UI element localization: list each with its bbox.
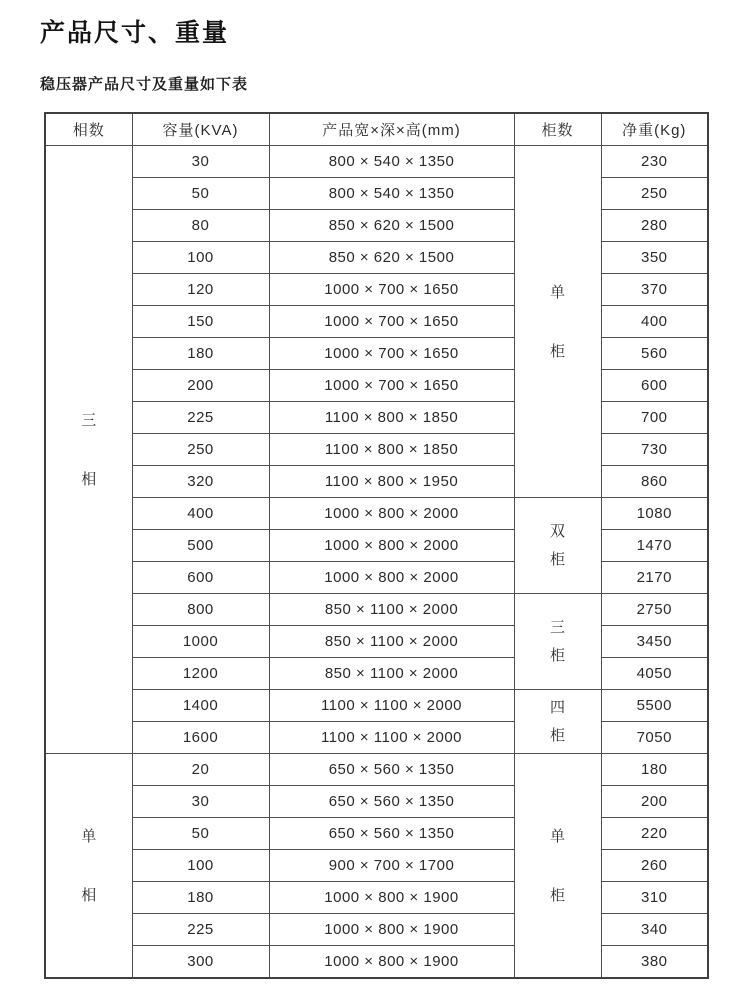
table-row [45,146,708,178]
weight-cell: 4050 [601,658,708,690]
dimensions-cell: 650 × 560 × 1350 [269,786,514,818]
table-row [45,306,708,338]
table-row [45,178,708,210]
table-row [45,658,708,690]
dimensions-cell: 1000 × 700 × 1650 [269,338,514,370]
capacity-cell: 120 [132,274,269,306]
capacity-cell: 100 [132,242,269,274]
capacity-cell: 180 [132,882,269,914]
capacity-cell: 250 [132,434,269,466]
cabinet-label: 四 柜 [549,699,565,745]
table-row [45,722,708,754]
table-row [45,914,708,946]
dimensions-cell: 1000 × 700 × 1650 [269,306,514,338]
dimensions-cell: 1000 × 800 × 2000 [269,530,514,562]
cabinet-label: 单 柜 [549,827,565,904]
table-row [45,338,708,370]
capacity-cell: 1600 [132,722,269,754]
capacity-cell: 300 [132,946,269,979]
cabinet-cell-single [514,754,601,979]
cabinet-label: 单 柜 [549,283,565,360]
dimensions-cell: 850 × 1100 × 2000 [269,658,514,690]
weight-cell: 260 [601,850,708,882]
weight-cell: 200 [601,786,708,818]
header-net-weight: 净重(Kg) [601,113,708,146]
weight-cell: 2170 [601,562,708,594]
table-header-row [45,113,708,146]
weight-cell: 280 [601,210,708,242]
header-capacity: 容量(KVA) [132,113,269,146]
dimensions-cell: 800 × 540 × 1350 [269,146,514,178]
weight-cell: 1080 [601,498,708,530]
phase-label: 三 相 [81,411,97,488]
capacity-cell: 80 [132,210,269,242]
cabinet-cell-quad [514,690,601,754]
capacity-cell: 225 [132,402,269,434]
table-row [45,370,708,402]
weight-cell: 180 [601,754,708,786]
weight-cell: 700 [601,402,708,434]
capacity-cell: 180 [132,338,269,370]
table-row [45,882,708,914]
weight-cell: 7050 [601,722,708,754]
weight-cell: 860 [601,466,708,498]
weight-cell: 1470 [601,530,708,562]
weight-cell: 350 [601,242,708,274]
dimensions-cell: 1100 × 800 × 1950 [269,466,514,498]
phase-label: 单 相 [81,827,97,904]
weight-cell: 400 [601,306,708,338]
table-row [45,786,708,818]
dimensions-cell: 1100 × 1100 × 2000 [269,722,514,754]
capacity-cell: 225 [132,914,269,946]
table-row [45,242,708,274]
dimensions-cell: 1100 × 800 × 1850 [269,402,514,434]
table-row [45,818,708,850]
page-subtitle: 稳压器产品尺寸及重量如下表 [40,76,249,94]
table-row [45,466,708,498]
weight-cell: 380 [601,946,708,979]
weight-cell: 220 [601,818,708,850]
weight-cell: 5500 [601,690,708,722]
table-row [45,754,708,786]
capacity-cell: 50 [132,178,269,210]
table-row [45,626,708,658]
table-row [45,850,708,882]
cabinet-cell-single [514,146,601,498]
capacity-cell: 1000 [132,626,269,658]
weight-cell: 250 [601,178,708,210]
capacity-cell: 500 [132,530,269,562]
page-title: 产品尺寸、重量 [40,19,230,47]
capacity-cell: 30 [132,786,269,818]
cabinet-cell-double [514,498,601,594]
weight-cell: 370 [601,274,708,306]
table-row [45,210,708,242]
capacity-cell: 100 [132,850,269,882]
capacity-cell: 20 [132,754,269,786]
phase-cell-single-phase [45,754,132,979]
table-row [45,434,708,466]
capacity-cell: 800 [132,594,269,626]
table-row [45,690,708,722]
table-row [45,530,708,562]
table-row [45,402,708,434]
capacity-cell: 30 [132,146,269,178]
weight-cell: 560 [601,338,708,370]
dimensions-cell: 850 × 1100 × 2000 [269,594,514,626]
capacity-cell: 200 [132,370,269,402]
dimensions-cell: 1000 × 800 × 1900 [269,882,514,914]
capacity-cell: 150 [132,306,269,338]
spec-table [44,112,709,979]
cabinet-label: 三 柜 [549,619,565,665]
dimensions-cell: 1000 × 700 × 1650 [269,274,514,306]
table-row [45,274,708,306]
dimensions-cell: 1000 × 800 × 2000 [269,498,514,530]
table-row [45,946,708,979]
weight-cell: 730 [601,434,708,466]
dimensions-cell: 800 × 540 × 1350 [269,178,514,210]
capacity-cell: 320 [132,466,269,498]
dimensions-cell: 900 × 700 × 1700 [269,850,514,882]
table-row [45,594,708,626]
dimensions-cell: 650 × 560 × 1350 [269,754,514,786]
capacity-cell: 400 [132,498,269,530]
dimensions-cell: 1000 × 800 × 1900 [269,914,514,946]
dimensions-cell: 1000 × 800 × 1900 [269,946,514,979]
cabinet-label: 双 柜 [549,523,565,569]
capacity-cell: 1400 [132,690,269,722]
header-phase: 相数 [45,113,132,146]
phase-cell-three-phase [45,146,132,754]
weight-cell: 340 [601,914,708,946]
capacity-cell: 1200 [132,658,269,690]
dimensions-cell: 1100 × 800 × 1850 [269,434,514,466]
cabinet-cell-triple [514,594,601,690]
dimensions-cell: 1000 × 800 × 2000 [269,562,514,594]
dimensions-cell: 1100 × 1100 × 2000 [269,690,514,722]
weight-cell: 3450 [601,626,708,658]
dimensions-cell: 1000 × 700 × 1650 [269,370,514,402]
capacity-cell: 50 [132,818,269,850]
weight-cell: 600 [601,370,708,402]
header-cabinet-count: 柜数 [514,113,601,146]
table-row [45,498,708,530]
header-dimensions: 产品宽×深×高(mm) [269,113,514,146]
weight-cell: 230 [601,146,708,178]
dimensions-cell: 850 × 620 × 1500 [269,210,514,242]
weight-cell: 2750 [601,594,708,626]
weight-cell: 310 [601,882,708,914]
dimensions-cell: 850 × 620 × 1500 [269,242,514,274]
dimensions-cell: 850 × 1100 × 2000 [269,626,514,658]
capacity-cell: 600 [132,562,269,594]
dimensions-cell: 650 × 560 × 1350 [269,818,514,850]
table-row [45,562,708,594]
